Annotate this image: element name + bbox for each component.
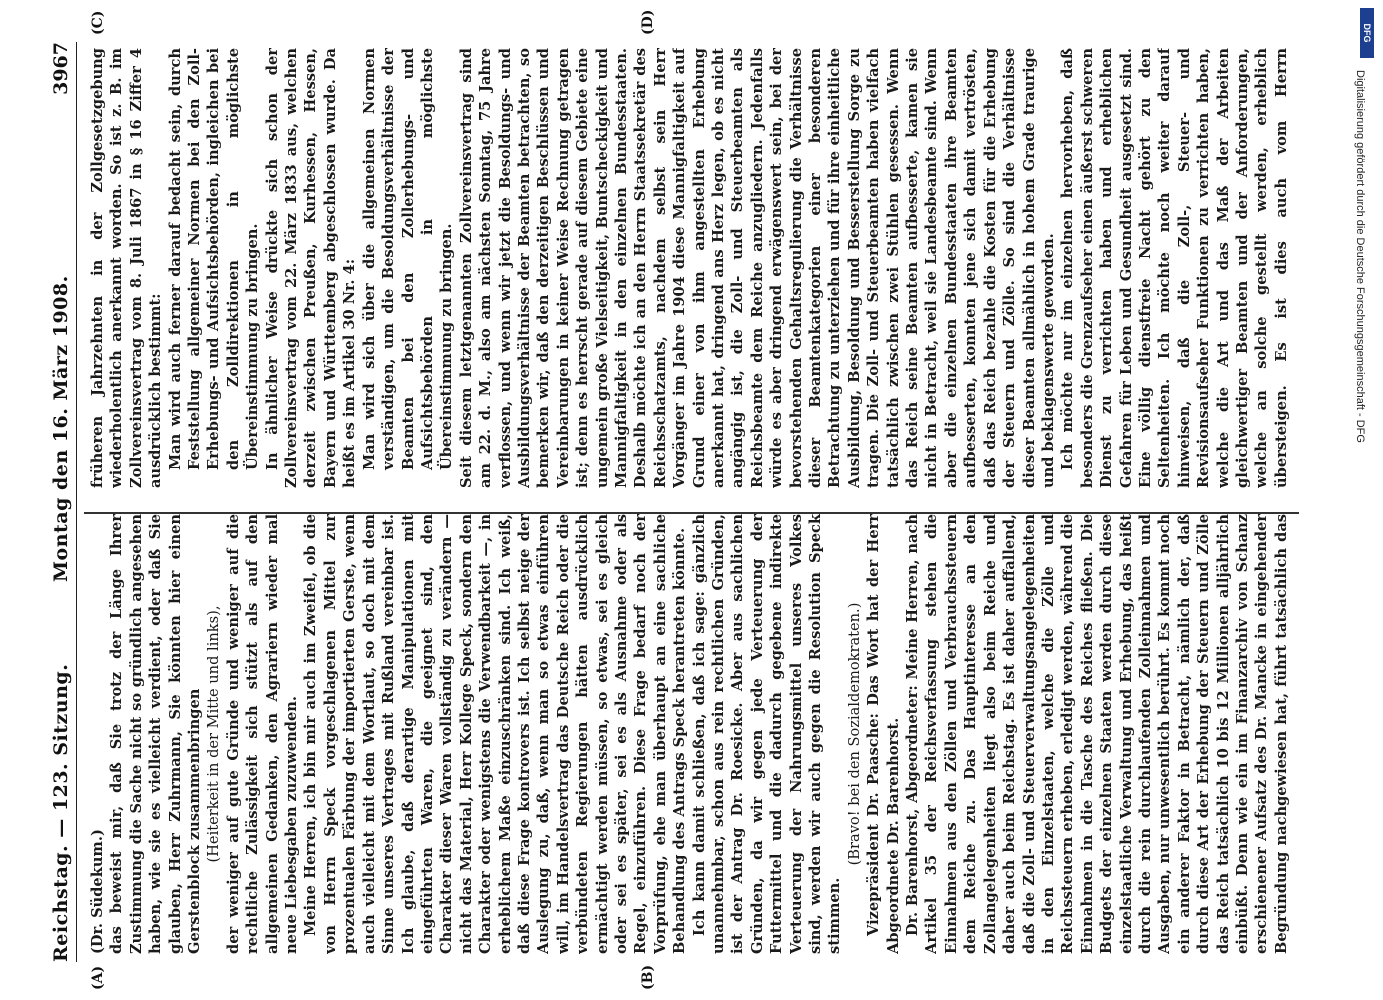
margin-letter-d: (D)	[640, 9, 656, 35]
paragraph: das beweist mir, daß Sie trotz der Länge Ihrer Zustimmung die Sache nicht so gründlich angesehen haben, wie sie es vielleicht verdient, oder daß Sie glauben, Herr Zuhrmann, Sie könnten hier einen Gerstenblock zusammenbringen	[108, 514, 204, 954]
speaker-tag: (Dr. Südekum.)	[89, 829, 106, 954]
paragraph: Ich möchte nur im einzelnen hervorheben, daß besonders die Grenzaufseher einen äußerst schweren Dienst zu verrichten haben und erheblichen Gefahren für Leben und Gesundheit ausgesetzt sind. Eine völlig dienstfreie Nacht gehört zu den Seltenheiten. Ich möchte noch weiter darauf hinweisen, daß die Zoll-, Steuer- und Revisionsaufseher Funktionen zu verrichten haben, welche die Art und das Maß der Arbeiten gleichwertiger Beamten und der Anforderungen, welche an solche gestellt werden, erheblich übersteigen. Es ist dies auch vom Herrn	[1059, 48, 1290, 488]
page-header	[42, 42, 77, 962]
left-column	[88, 514, 1293, 954]
paragraph: In ähnlicher Weise drückte sich schon der Zollvereinsvertrag vom 22. März 1833 aus, welchen derzeit zwischen Preußen, Kurhessen, Hessen, Bayern und Württemberg abgeschlossen wurde. Da heißt es im Artikel 30 Nr. 4:	[263, 48, 359, 488]
margin-letter-b: (B)	[640, 964, 656, 990]
margin-letter-a: (A)	[90, 965, 106, 990]
digitization-note	[1347, 70, 1377, 970]
paragraph: Meine Herren, ich bin mir auch im Zweifel, ob die von Herrn Speck vorgeschlagenen Mittel zur prozentualen Färbung der importierten Gerste, wenn auch vielleicht mit dem Wortlaut, so doch mit dem Sinne unseres Vertrages mit Rußland vereinbar ist. Ich glaube, daß derartige Manipulationen mit eingeführten Waren, die geeignet sind, den Charakter dieser Waren vollständig zu verändern — nicht das Material, Herr Kollege Speck, sondern den Charakter oder wenigstens die Verwendbarkeit —, in erheblichem Maße einzuschränken sind. Ich weiß, daß diese Frage kontrovers ist. Ich selbst neige der Auslegung zu, daß, wenn man so etwas einführen will, im Handelsvertrag das Deutsche Reich oder die verbündeten Regierungen hätten ausdrücklich ermächtigt werden müssen, so etwas, sei es gleich oder sei es später, sei es als Ausnahme oder als Regel, einzuführen. Diese Frage bedarf noch der Vorprüfung, ehe man überhaupt an eine sachliche Behandlung des Antrags Speck herantreten könnte.	[302, 514, 689, 954]
reaction: (Heiterkeit in der Mitte und links),	[205, 605, 223, 863]
paragraph: Ich kann damit schließen, daß ich sage: gänzlich unannehmbar, schon aus rein rechtlichen Gründen, ist der Antrag Dr. Roesicke. Aber aus sachlichen Gründen, da wir gegen jede Verteuerung der Futtermittel und die dadurch gegebene indirekte Verteuerung der Nahrungsmittel unseres Volkes sind, werden wir auch gegen die Resolution Speck stimmen.	[690, 514, 844, 954]
header-left: Reichstag. — 123. Sitzung.	[50, 663, 72, 962]
reaction: (Bravo! bei den Sozialdemokraten.)	[845, 602, 863, 866]
quote: Man wird auch ferner darauf bedacht sein, durch Feststellung allgemeiner Normen bei den Zoll-Erhebungs- und Aufsichtsbehörden, ingleichen bei den Zolldirektionen in möglichste Übereinstimmung zu bringen.	[166, 48, 262, 470]
quote: Man wird sich über die allgemeinen Normen verständigen, um die Besoldungsverhältnisse der Beamten bei den Zollerhebungs- und Aufsichtsbehörden in möglichste Übereinstimmung zu bringen.	[360, 48, 456, 470]
dfg-logo	[1360, 8, 1374, 58]
paragraph: Vizepräsident Dr. Paasche: Das Wort hat der Herr Abgeordnete Dr. Barenhorst.	[865, 514, 902, 954]
digitization-note-text: Digitalisierung gefördert durch die Deutsche Forschungsgemeinschaft - DFG	[1354, 70, 1366, 443]
paragraph: Dr. Barenhorst, Abgeordneter: Meine Herren, nach Artikel 35 der Reichsverfassung stehen die Einnahmen aus den Zöllen und Verbrauchssteuern dem Reiche zu. Das Hauptinteresse an den Zollangelegenheiten liegt also beim Reiche und daher auch beim Reichstag. Es ist daher auffallend, daß die Zoll- und Steuerverwaltungsangelegenheiten in den Einzelstaaten, welche die Zölle und Reichssteuern erheben, erledigt werden, während die Einnahmen in die Tasche des Reiches fließen. Die Budgets der einzelnen Staaten werden durch diese einzelstaatliche Verwaltung und Erhebung, das heißt durch die rein durchlaufenden Zolleinnahmen und Ausgaben, nur unwesentlich berührt. Es kommt noch ein anderer Faktor in Betracht, nämlich der, daß durch diese Art der Erhebung der Steuern und Zölle das Reich tatsächlich 10 bis 12 Millionen alljährlich einbüßt. Denn wie ein im Finanzarchiv von Schanz erschienener Aufsatz des Dr. Mancke in eingehender Begründung nachgewiesen hat, führt tatsächlich das	[904, 514, 1290, 954]
paragraph: Seit diesem letztgenannten Zollvereinsvertrag sind am 22. d. M., also am nächsten Sonntag, 75 Jahre verflossen, und wenn wir jetzt die Besoldungs- und Ausbildungsverhältnisse der Beamten betrachten, so bemerken wir, daß den derzeitigen Beschlüssen und Vereinbarungen in keiner Weise Rechnung getragen ist; denn es herrscht gerade auf diesem Gebiete eine ungemein große Vielseitigkeit, Buntscheckigkeit und Mannigfaltigkeit in den einzelnen Bundesstaaten. Deshalb möchte ich an den Herrn Staatssekretär des Reichsschatzamts, nachdem selbst sein Herr Vorgänger im Jahre 1904 diese Mannigfaltigkeit auf Grund einer von ihm angestellten Erhebung anerkannt hat, dringend ans Herz legen, ob es nicht angängig ist, die Zoll- und Steuerbeamten als Reichsbeamte dem Reiche anzugliedern. Jedenfalls würde es aber dringend erwägenswert sein, bei der bevorstehenden Gehaltsregulierung die Verhältnisse dieser Beamtenkategorien einer besonderen Betrachtung zu unterziehen und für ihre einheitliche Ausbildung, Besoldung und Besserstellung Sorge zu tragen. Die Zoll- und Steuerbeamten haben vielfach tatsächlich zwischen zwei Stühlen gesessen. Wenn das Reich seine Beamten aufbesserte, kamen sie nicht in Betracht, weil sie Landesbeamte sind. Wenn aber die einzelnen Bundesstaaten ihre Beamten aufbesserten, konnten jene sich damit vertrösten, daß das Reich bezahle die Kosten für die Erhebung der Steuern und Zölle. So sind die Verhältnisse dieser Beamten allmählich in hohem Grade traurige und beklagenswerte geworden.	[457, 48, 1057, 488]
right-column	[88, 48, 1293, 488]
header-date: Montag den 16. März 1908.	[50, 275, 72, 582]
paragraph: früheren Jahrzehnten in der Zollgesetzgebung wiederholentlich anerkannt worden. So ist z. B. im Zollvereinsvertrag vom 8. Juli 1867 in § 16 Ziffer 4 ausdrücklich bestimmt:	[89, 48, 165, 488]
paragraph: der weniger auf gute Gründe und weniger auf die rechtliche Zulässigkeit sich stützt als auf den allgemeinen Gedanken, den Agrariern wieder mal neue Liebesgaben zuzuwenden.	[224, 514, 301, 954]
margin-letter-c: (C)	[90, 10, 106, 35]
page-number: 3967	[50, 42, 72, 95]
dfg-logo-text: DFG	[1362, 23, 1372, 43]
